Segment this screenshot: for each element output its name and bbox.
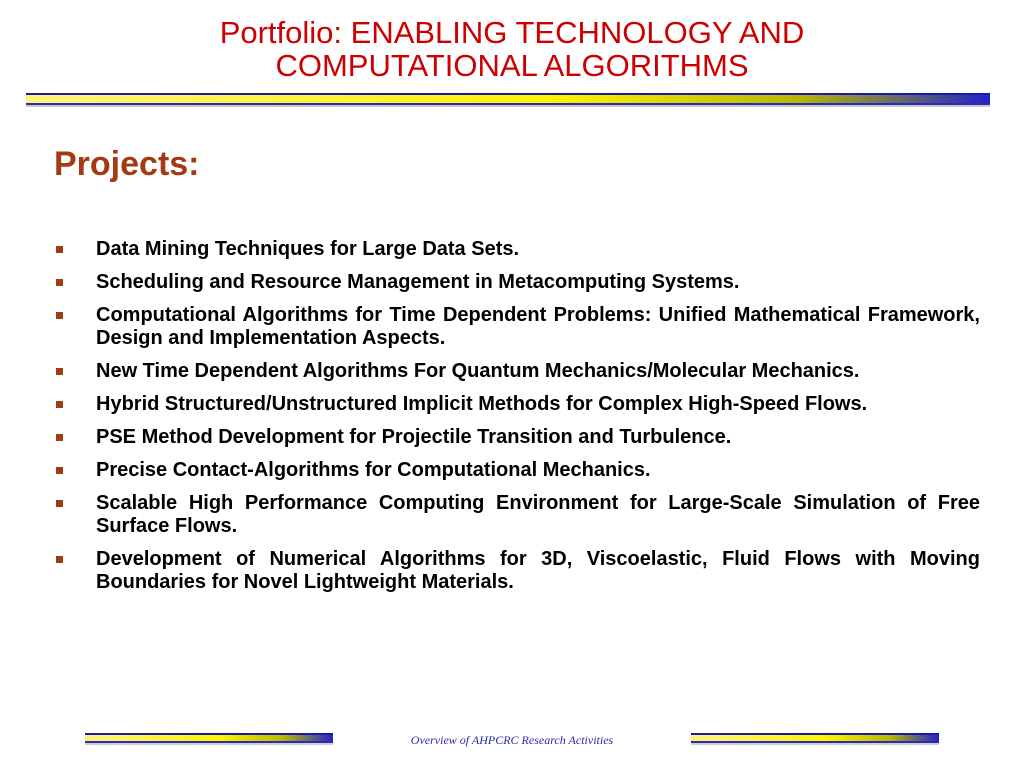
project-text: Scalable High Performance Computing Environment for Large-Scale Simulation of Free Surface Flows. — [96, 492, 980, 537]
project-text: Computational Algorithms for Time Dependent Problems: Unified Mathematical Framework, Design and Implementation Aspects. — [96, 304, 980, 349]
project-text: Data Mining Techniques for Large Data Sets. — [96, 238, 520, 260]
footer-divider-right — [691, 733, 939, 745]
footer-text: Overview of AHPCRC Research Activities — [410, 733, 614, 747]
square-bullet-icon — [56, 401, 63, 408]
project-text: Hybrid Structured/Unstructured Implicit Methods for Complex High-Speed Flows. — [96, 393, 868, 415]
divider-band — [85, 743, 333, 745]
project-item — [56, 360, 980, 383]
title-main: ENABLING TECHNOLOGY AND — [350, 15, 805, 50]
square-bullet-icon — [56, 556, 63, 563]
square-bullet-icon — [56, 368, 63, 375]
footer-divider-left — [85, 733, 333, 745]
project-item — [56, 271, 980, 294]
title-prefix: Portfolio: — [219, 15, 351, 50]
title-divider — [26, 93, 990, 109]
divider-band — [26, 95, 990, 103]
project-text: Scheduling and Resource Management in Metacomputing Systems. — [96, 271, 740, 293]
project-item — [56, 393, 980, 416]
project-item — [56, 304, 980, 350]
section-heading: Projects: — [54, 145, 200, 183]
project-item — [56, 238, 980, 261]
slide-title — [0, 16, 1024, 82]
project-list — [56, 238, 980, 604]
project-item — [56, 459, 980, 482]
project-item — [56, 492, 980, 538]
project-item — [56, 548, 980, 594]
square-bullet-icon — [56, 434, 63, 441]
project-text: Development of Numerical Algorithms for 3D, Viscoelastic, Fluid Flows with Moving Boundaries for Novel Lightweight Materials. — [96, 548, 980, 593]
title-line-1 — [0, 16, 1024, 49]
divider-band — [691, 743, 939, 745]
project-text: PSE Method Development for Projectile Transition and Turbulence. — [96, 426, 732, 448]
project-text: New Time Dependent Algorithms For Quantum Mechanics/Molecular Mechanics. — [96, 360, 860, 382]
square-bullet-icon — [56, 500, 63, 507]
divider-band — [26, 105, 990, 107]
project-text: Precise Contact-Algorithms for Computational Mechanics. — [96, 459, 651, 481]
square-bullet-icon — [56, 467, 63, 474]
square-bullet-icon — [56, 279, 63, 286]
square-bullet-icon — [56, 246, 63, 253]
square-bullet-icon — [56, 312, 63, 319]
project-item — [56, 426, 980, 449]
title-line-2: COMPUTATIONAL ALGORITHMS — [275, 48, 749, 83]
